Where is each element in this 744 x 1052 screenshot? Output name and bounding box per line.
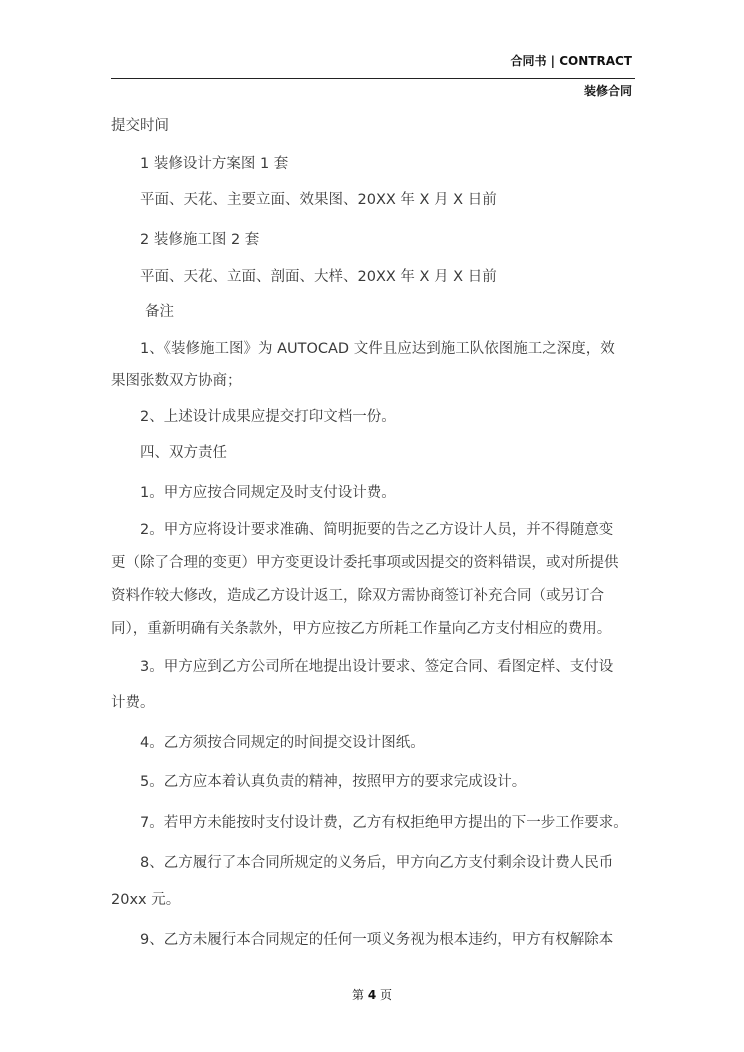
header-subtitle: 装修合同: [583, 84, 632, 98]
section-label-notes: 备注: [145, 304, 174, 320]
paragraph: 1、《装修施工图》为 AUTOCAD 文件且应达到施工队依图施工之深度，效: [140, 341, 615, 357]
paragraph: 2。甲方应将设计要求准确、简明扼要的告之乙方设计人员，并不得随意变: [140, 522, 614, 538]
paragraph: 资料作较大修改，造成乙方设计返工，除双方需协商签订补充合同（或另订合: [111, 588, 604, 604]
paragraph: 2 装修施工图 2 套: [140, 232, 260, 248]
paragraph: 1。甲方应按合同规定及时支付设计费。: [140, 485, 396, 501]
paragraph: 同），重新明确有关条款外，甲方应按乙方所耗工作量向乙方支付相应的费用。: [111, 621, 612, 637]
section-heading: 四、双方责任: [140, 445, 227, 461]
section-label-submit-time: 提交时间: [111, 118, 169, 134]
page-prefix: 第: [351, 988, 364, 1002]
paragraph: 果图张数双方协商；: [111, 373, 242, 389]
paragraph: 20xx 元。: [111, 892, 181, 908]
paragraph: 平面、天花、立面、剖面、大样、20XX 年 X 月 X 日前: [140, 269, 497, 285]
paragraph: 8、乙方履行了本合同所规定的义务后，甲方向乙方支付剩余设计费人民币: [140, 855, 614, 871]
paragraph: 2、上述设计成果应提交打印文档一份。: [140, 409, 396, 425]
header-divider: [111, 78, 635, 79]
paragraph: 7。若甲方未能按时支付设计费，乙方有权拒绝甲方提出的下一步工作要求。: [140, 815, 628, 831]
header-brand: CONTRACT: [559, 54, 632, 68]
paragraph: 9、乙方未履行本合同规定的任何一项义务视为根本违约，甲方有权解除本: [140, 932, 614, 948]
page-footer: [0, 986, 744, 1003]
paragraph: 5。乙方应本着认真负责的精神，按照甲方的要求完成设计。: [140, 774, 527, 790]
paragraph: 平面、天花、主要立面、效果图、20XX 年 X 月 X 日前: [140, 192, 497, 208]
paragraph: 计费。: [111, 695, 155, 711]
paragraph: 3。甲方应到乙方公司所在地提出设计要求、签定合同、看图定样、支付设: [140, 659, 614, 675]
paragraph: 更（除了合理的变更）甲方变更设计委托事项或因提交的资料错误，或对所提供: [111, 555, 619, 571]
paragraph: 4。乙方须按合同规定的时间提交设计图纸。: [140, 735, 425, 751]
header-title-text: 合同书: [510, 54, 547, 68]
paragraph: 1 装修设计方案图 1 套: [140, 156, 289, 172]
page-suffix: 页: [380, 988, 393, 1002]
page-number: 4: [367, 988, 377, 1002]
header-title: [510, 52, 632, 69]
header-separator: |: [546, 54, 560, 68]
